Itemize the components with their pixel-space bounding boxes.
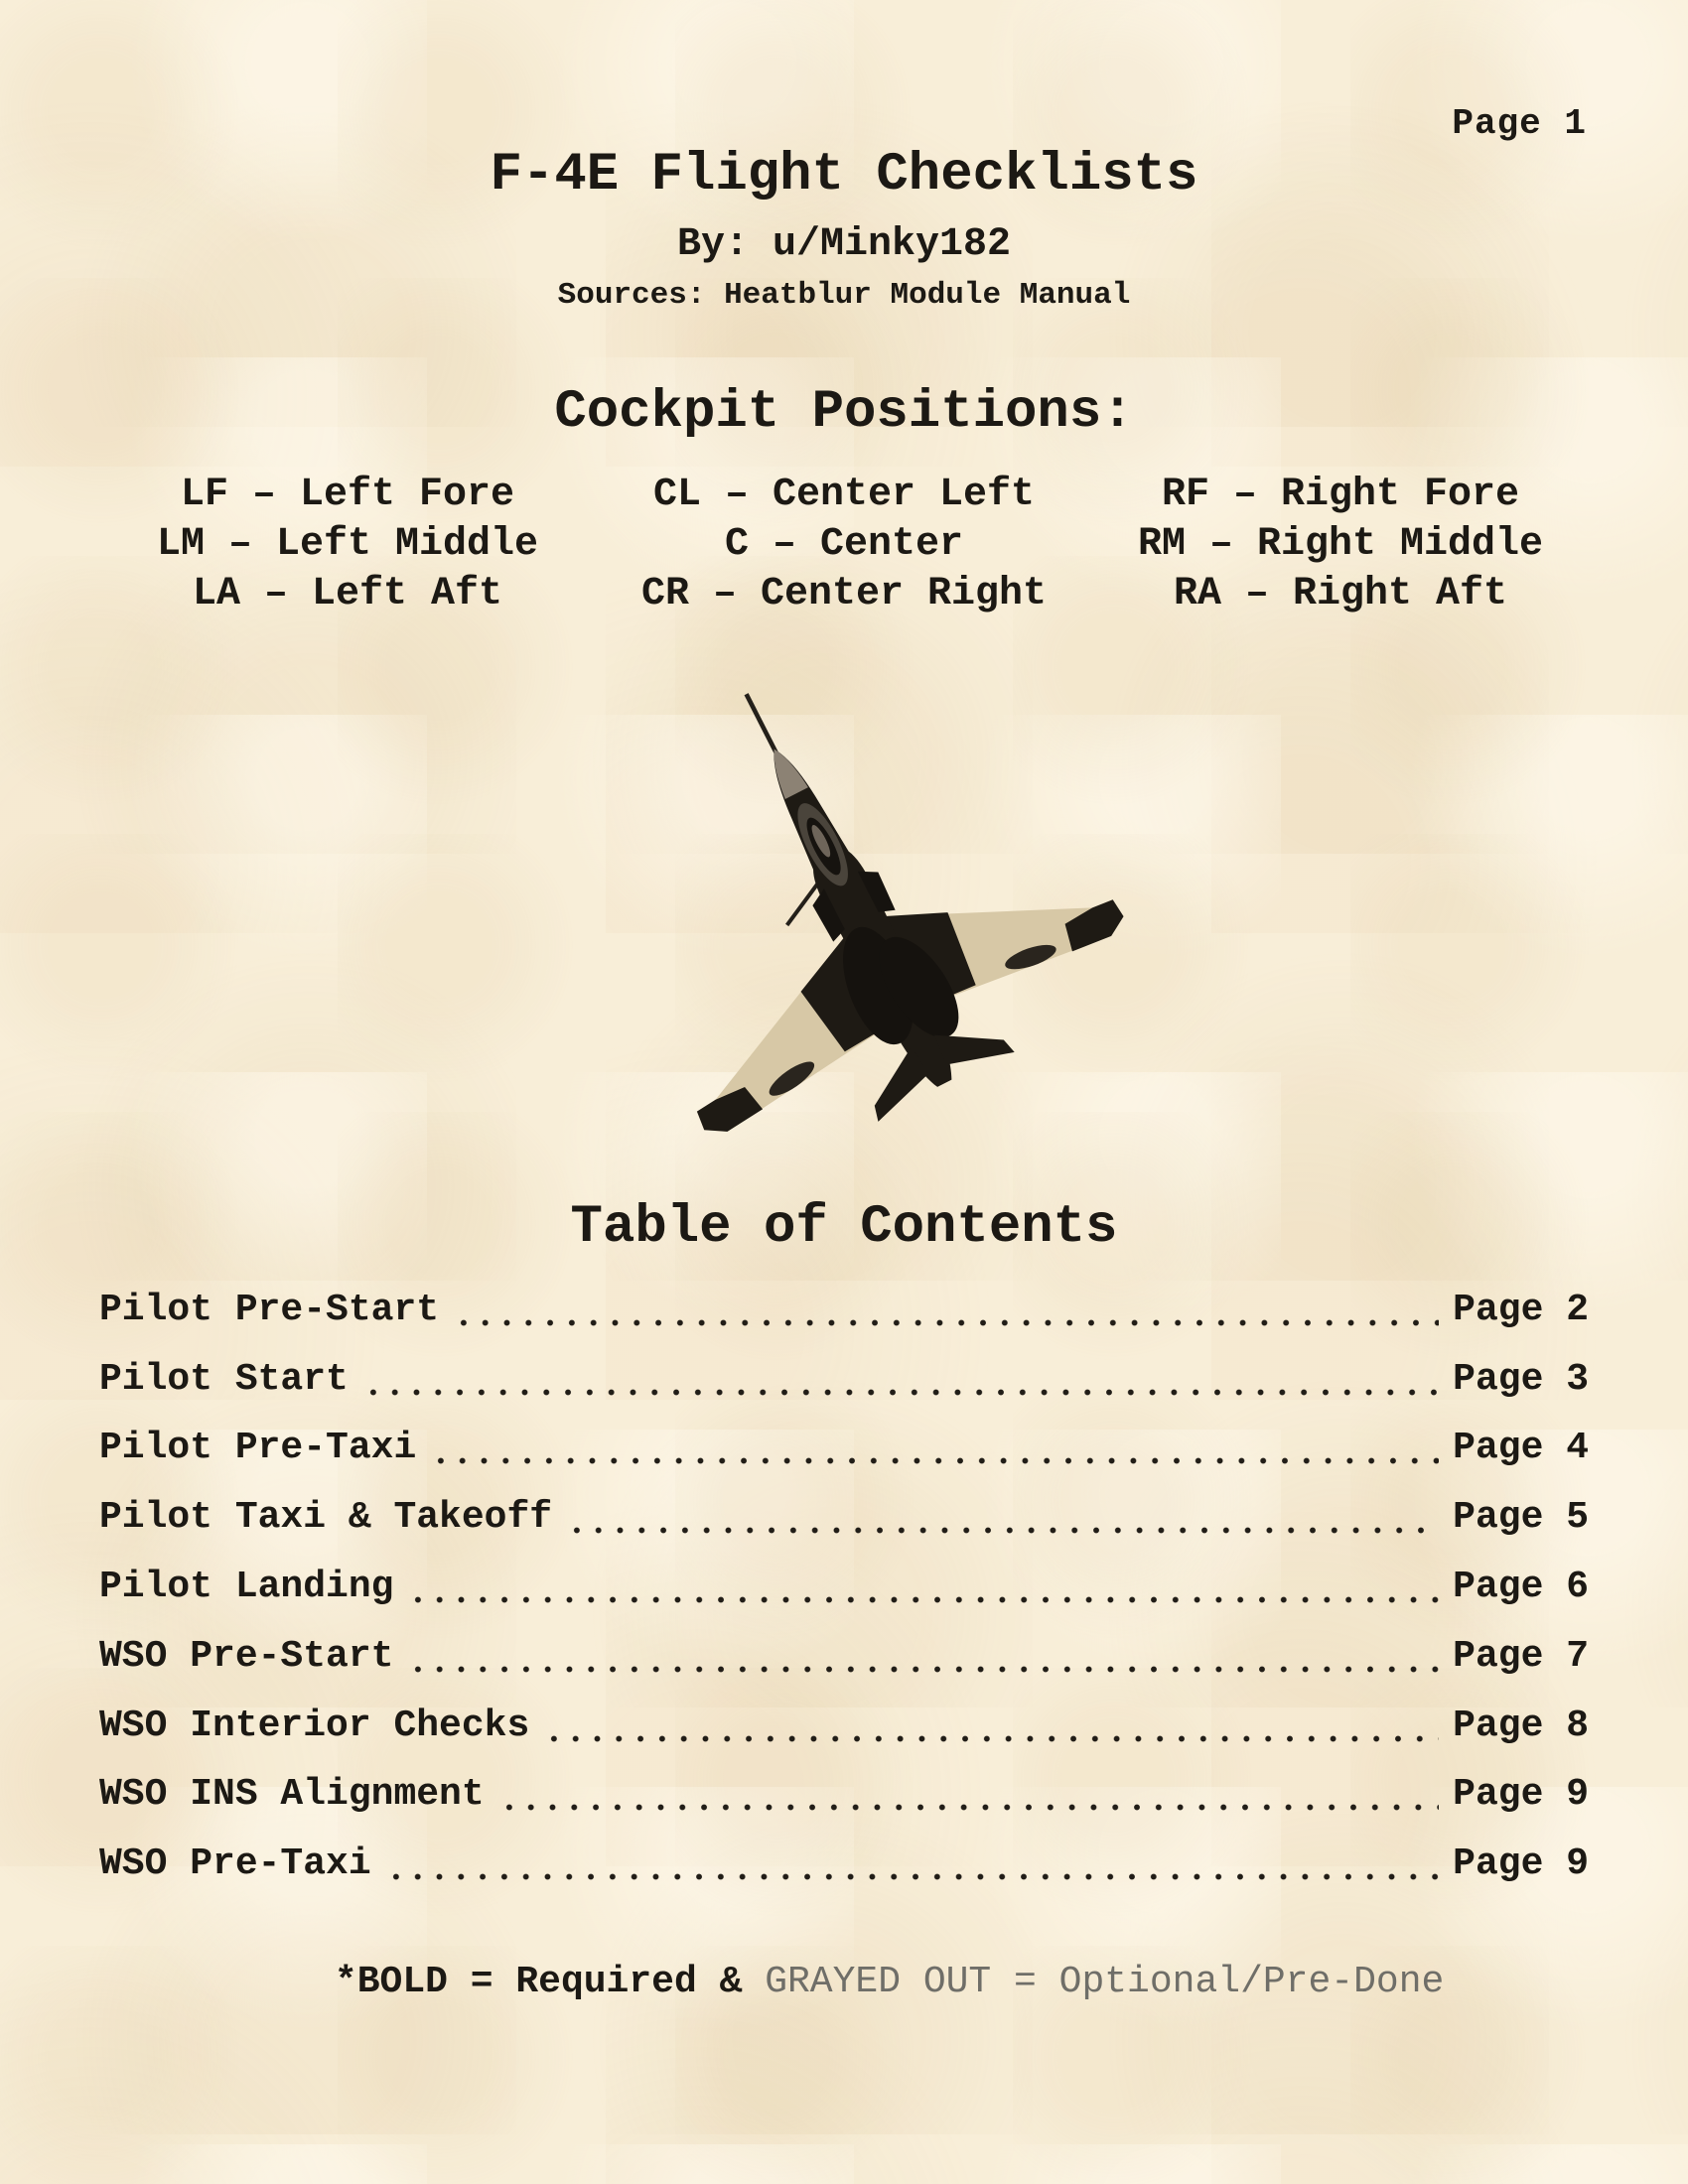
toc-entry-title: Pilot Start xyxy=(99,1357,349,1401)
position-abbrev: LA – Left Aft xyxy=(192,572,503,616)
dot-leader xyxy=(453,1319,1439,1326)
toc-entry-page: Page 2 xyxy=(1453,1288,1589,1331)
toc-entry-title: Pilot Landing xyxy=(99,1565,394,1608)
dot-leader xyxy=(385,1873,1440,1880)
position-abbrev: C – Center xyxy=(724,522,964,567)
toc-entry-page: Page 4 xyxy=(1453,1427,1589,1470)
toc-entry-page: Page 9 xyxy=(1453,1843,1589,1886)
position-abbrev: RM – Right Middle xyxy=(1137,522,1544,567)
toc-entry-page: Page 7 xyxy=(1453,1634,1589,1678)
toc-entry xyxy=(99,1618,1589,1688)
toc-entry-page: Page 3 xyxy=(1453,1357,1589,1401)
position-abbrev: LM – Left Middle xyxy=(156,522,539,567)
toc-entry-title: Pilot Taxi & Takeoff xyxy=(99,1496,553,1540)
dot-leader xyxy=(407,1666,1439,1673)
sources-line: Sources: Heatblur Module Manual xyxy=(557,278,1131,313)
position-abbrev: CL – Center Left xyxy=(652,473,1036,517)
toc-entry-title: WSO INS Alignment xyxy=(99,1773,485,1817)
page-number: Page 1 xyxy=(1452,103,1587,144)
toc-entry-page: Page 6 xyxy=(1453,1565,1589,1608)
toc-entry xyxy=(99,1826,1589,1895)
dot-leader xyxy=(543,1735,1439,1742)
position-abbrev: LF – Left Fore xyxy=(180,473,515,517)
position-abbrev: CR – Center Right xyxy=(640,572,1048,616)
toc-entry-page: Page 8 xyxy=(1453,1704,1589,1747)
toc-entry xyxy=(99,1411,1589,1480)
toc-heading: Table of Contents xyxy=(570,1197,1118,1258)
position-abbrev: RF – Right Fore xyxy=(1161,473,1520,517)
toc-entry xyxy=(99,1688,1589,1757)
f4-phantom-silhouette-icon xyxy=(397,687,1321,1139)
cockpit-positions-heading: Cockpit Positions: xyxy=(554,382,1134,443)
legend-bold-part: *BOLD = Required & xyxy=(334,1961,766,2003)
toc-entry xyxy=(99,1549,1589,1618)
dot-leader xyxy=(362,1389,1439,1396)
toc-entry xyxy=(99,1757,1589,1827)
toc-entry-title: WSO Pre-Start xyxy=(99,1634,394,1678)
toc-entry-title: Pilot Pre-Start xyxy=(99,1288,440,1331)
toc-entry-page: Page 5 xyxy=(1453,1496,1589,1540)
toc-entry-title: Pilot Pre-Taxi xyxy=(99,1427,417,1470)
toc-entry xyxy=(99,1341,1589,1411)
toc-entry-title: WSO Interior Checks xyxy=(99,1704,530,1747)
dot-leader xyxy=(407,1596,1439,1603)
table-of-contents xyxy=(99,1272,1589,1895)
toc-entry xyxy=(99,1272,1589,1341)
toc-entry xyxy=(99,1479,1589,1549)
f4-phantom-image xyxy=(397,687,1321,1139)
toc-entry-page: Page 9 xyxy=(1453,1773,1589,1817)
dot-leader xyxy=(430,1457,1439,1464)
legend-note xyxy=(0,1918,1688,2046)
dot-leader xyxy=(566,1527,1439,1534)
dot-leader xyxy=(498,1804,1440,1811)
legend-gray-part: GRAYED OUT = Optional/Pre-Done xyxy=(765,1961,1445,2003)
position-abbrev: RA – Right Aft xyxy=(1173,572,1508,616)
author-byline: By: u/Minky182 xyxy=(676,222,1012,267)
toc-entry-title: WSO Pre-Taxi xyxy=(99,1843,371,1886)
cockpit-positions-table xyxy=(99,471,1589,619)
document-title: F-4E Flight Checklists xyxy=(490,145,1198,205)
